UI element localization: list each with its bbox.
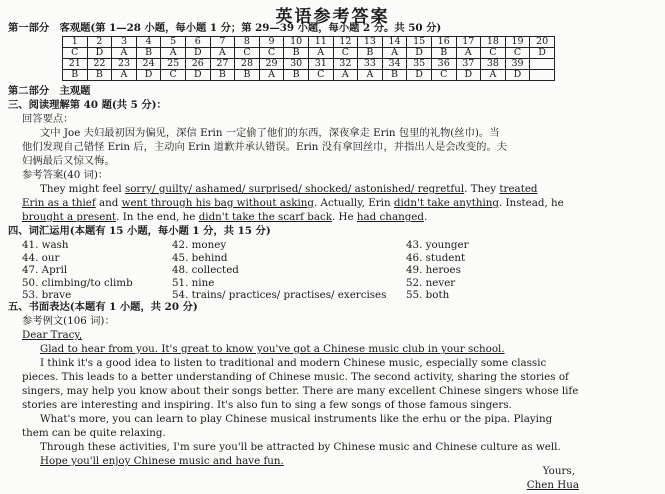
question-number-cell: 10 [284,37,309,48]
section3-header: 三、阅读理解第 40 题(共 5 分)： [8,99,167,111]
question-number-cell: 8 [235,37,260,48]
question-number-cell: 15 [407,37,432,48]
answer-cell: A [481,70,506,81]
question-number-cell: 38 [481,59,506,70]
underlined-answer: treated [499,183,538,195]
letter-line: stories are interesting and inspiring. It's also fun to sing a few songs of those famous singers. [22,399,512,411]
answer-cell: B [284,48,309,59]
answer-cell: C [235,48,260,59]
letter-line: What's more, you can learn to play Chinese musical instruments like the erhu or the pipa. Playing [40,413,553,425]
answer-row [63,48,555,59]
answer-cell: D [407,70,432,81]
answer-cell: C [259,48,284,59]
question-number-cell: 25 [161,59,186,70]
key-points-line: 妇俩最后又惊又悔。 [22,155,115,167]
answer-cell: C [161,70,186,81]
letter-signature: Chen Hua [526,479,579,491]
answer-cell: A [112,48,137,59]
vocab-answer: 41. wash [22,239,69,251]
answer-cell: D [456,70,481,81]
underlined-answer: sorry/ guilty/ ashamed/ surprised/ shocked/ astonished/ regretful [124,183,465,195]
question-number-cell: 3 [112,37,137,48]
letter-closing: Hope you'll enjoy Chinese music and have fun. [40,455,284,467]
answer-cell: A [161,48,186,59]
part1-header: 第一部分 客观题(第 1—28 小题，每小题 1 分；第 29—39 小题，每小题 2 分。共 50 分) [8,22,442,34]
question-number-cell: 34 [382,59,407,70]
sample-label: 参考例文(106 词)： [22,315,115,327]
answer-cell: B [431,48,456,59]
ref-answer-label: 参考答案(40 词)： [22,169,109,181]
question-number-cell: 26 [185,59,210,70]
vocab-answer: 51. nine [172,276,215,289]
answer-cell: A [112,70,137,81]
underlined-answer: had changed [356,211,424,223]
question-number-cell: 18 [481,37,506,48]
question-number-cell: 37 [456,59,481,70]
ref-answer-line: brought a present. In the end, he didn't take the scarf back. He had changed. [22,211,428,223]
letter-line: I think it's a good idea to listen to traditional and modern Chinese music, especially some classic [40,357,547,369]
letter-line: singers, may help you know about their songs better. There are many excellent Chinese singers whose life [22,385,579,397]
answer-cell: B [358,48,383,59]
question-number-cell: 28 [235,59,260,70]
answer-cell: B [235,70,260,81]
question-number-cell: 17 [456,37,481,48]
question-number-cell: 33 [358,59,383,70]
answer-cell: C [63,48,88,59]
answer-cell: D [530,48,555,59]
question-number-cell [530,59,555,70]
question-number-cell: 24 [136,59,161,70]
answer-cell: B [87,70,112,81]
vocab-answer: 44. our [22,251,60,264]
section4-header: 四、词汇运用(本题有 15 小题，每小题 1 分，共 15 分) [8,225,271,237]
answer-row [63,70,555,81]
answer-cell: C [505,48,530,59]
question-number-row [63,59,555,70]
question-number-cell: 35 [407,59,432,70]
vocab-answer: 50. climbing/to climb [22,276,133,289]
answer-cell [530,70,555,81]
answer-table [62,36,555,81]
answer-cell: C [308,70,333,81]
question-number-cell: 36 [431,59,456,70]
question-number-cell: 31 [308,59,333,70]
question-number-cell: 27 [210,59,235,70]
vocab-answer: 53. brave [22,289,72,302]
question-number-cell: 14 [382,37,407,48]
answer-cell: C [481,48,506,59]
vocab-answer: 48. collected [172,264,239,277]
question-number-row [63,37,555,48]
answer-cell: B [210,70,235,81]
answer-cell: A [210,48,235,59]
letter-line: Through these activities, I'm sure you'll be attracted by Chinese music and Chinese culture as well. [40,441,561,453]
answer-cell: A [259,70,284,81]
question-number-cell: 13 [358,37,383,48]
letter-line: pieces. This leads to a better understanding of Chinese music. The second activity, sharing the stories of [22,371,569,383]
question-number-cell: 11 [308,37,333,48]
question-number-cell: 4 [136,37,161,48]
answer-cell: D [185,70,210,81]
ref-answer-line: Erin as a thief and went through his bag without asking. Actually, Erin didn't take anything. Instead, he [22,197,564,209]
answer-cell: B [136,48,161,59]
section5-header: 五、书面表达(本题有 1 小题，共 20 分) [8,301,198,313]
ref-answer-line: They might feel sorry/ guilty/ ashamed/ surprised/ shocked/ astonished/ regretful. They treated [40,183,538,195]
question-number-cell: 20 [530,37,555,48]
vocab-answer: 49. heroes [406,264,461,277]
letter-line: them can be quite relaxing. [22,427,166,439]
answer-cell: A [358,70,383,81]
vocab-answer: 42. money [172,239,227,251]
answer-cell: A [382,48,407,59]
key-points-label: 回答要点： [22,113,74,125]
question-number-cell: 5 [161,37,186,48]
answer-cell: B [382,70,407,81]
vocab-answer: 52. never [406,276,456,289]
answer-cell: D [185,48,210,59]
question-number-cell: 39 [505,59,530,70]
answer-cell: C [333,48,358,59]
question-number-cell: 30 [284,59,309,70]
question-number-cell: 16 [431,37,456,48]
answer-cell: A [333,70,358,81]
question-number-cell: 32 [333,59,358,70]
answer-cell: B [284,70,309,81]
page-title: 英语参考答案 [275,7,390,27]
question-number-cell: 7 [210,37,235,48]
underlined-answer: went through his bag without asking [121,197,314,209]
answer-cell: D [505,70,530,81]
answer-cell: B [63,70,88,81]
key-points-line: 他们发现自己错怪 Erin 后，主动向 Erin 道歉并承认错误。Erin 没有拿回丝巾，并指出人是会改变的。夫 [22,141,508,153]
key-points-line: 文中 Joe 夫妇最初因为偏见，深信 Erin 一定偷了他们的东西，深夜拿走 Erin 包里的礼物(丝巾)。当 [40,127,500,139]
answer-cell: A [308,48,333,59]
answer-cell: C [431,70,456,81]
vocab-answer: 54. trains/ practices/ practises/ exercises [172,289,387,302]
underlined-answer: didn't take the scarf back [198,211,332,223]
question-number-cell: 9 [259,37,284,48]
vocab-answer: 47. April [22,264,68,277]
letter-signoff: Yours, [542,465,575,477]
vocab-answer: 55. both [406,289,450,302]
vocab-answer: 46. student [406,251,466,264]
answer-cell: A [456,48,481,59]
answer-cell: D [407,48,432,59]
underlined-answer: brought a present [22,211,117,223]
question-number-cell: 2 [87,37,112,48]
vocab-answer: 43. younger [406,239,469,251]
question-number-cell: 1 [63,37,88,48]
question-number-cell: 22 [87,59,112,70]
part2-header: 第二部分 主观题 [8,85,91,97]
letter-greeting: Dear Tracy, [22,329,83,341]
letter-opening: Glad to hear from you. It's great to know you've got a Chinese music club in your school. [40,343,505,355]
underlined-answer: Erin as a thief [22,197,96,209]
question-number-cell: 6 [185,37,210,48]
question-number-cell: 19 [505,37,530,48]
question-number-cell: 21 [63,59,88,70]
answer-cell: D [136,70,161,81]
question-number-cell: 23 [112,59,137,70]
question-number-cell: 12 [333,37,358,48]
question-number-cell: 29 [259,59,284,70]
underlined-answer: didn't take anything [393,197,499,209]
answer-cell: D [87,48,112,59]
vocab-answer: 45. behind [172,251,228,264]
